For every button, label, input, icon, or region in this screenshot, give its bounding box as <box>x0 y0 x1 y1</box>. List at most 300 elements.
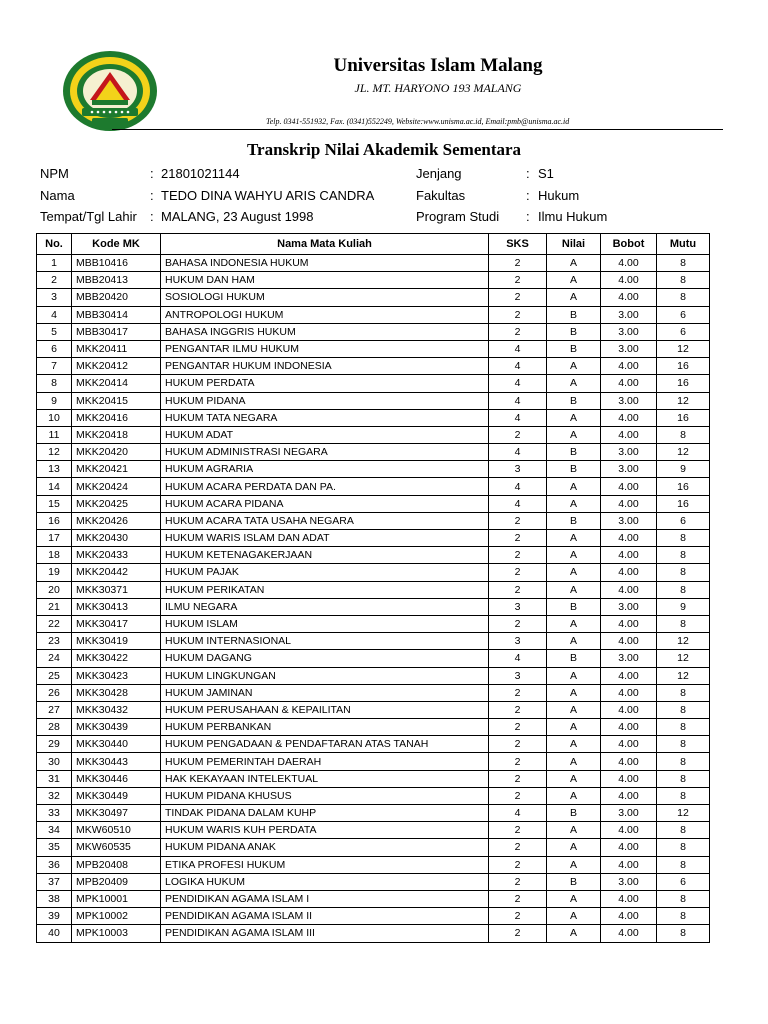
cell-nama-mata-kuliah: PENGANTAR ILMU HUKUM <box>161 340 489 357</box>
cell-kode-mk: MKK20418 <box>72 426 161 443</box>
university-name: Universitas Islam Malang <box>333 55 543 76</box>
table-row <box>37 633 710 650</box>
cell-sks: 4 <box>489 495 547 512</box>
cell-kode-mk: MBB20420 <box>72 289 161 306</box>
cell-mutu: 8 <box>657 426 710 443</box>
cell-mutu: 8 <box>657 530 710 547</box>
cell-kode-mk: MKK20424 <box>72 478 161 495</box>
document-title: Transkrip Nilai Akademik Sementara <box>246 140 522 159</box>
cell-mutu: 12 <box>657 667 710 684</box>
cell-sks: 2 <box>489 856 547 873</box>
cell-sks: 2 <box>489 770 547 787</box>
cell-bobot: 4.00 <box>601 839 657 856</box>
cell-kode-mk: MBB30417 <box>72 323 161 340</box>
cell-sks: 4 <box>489 392 547 409</box>
cell-kode-mk: MKK30417 <box>72 615 161 632</box>
name-label: Nama <box>40 188 75 203</box>
cell-no: 21 <box>37 598 72 615</box>
cell-sks: 3 <box>489 598 547 615</box>
cell-kode-mk: MPB20409 <box>72 873 161 890</box>
cell-bobot: 4.00 <box>601 289 657 306</box>
cell-bobot: 4.00 <box>601 925 657 942</box>
cell-nama-mata-kuliah: HUKUM ISLAM <box>161 615 489 632</box>
table-row <box>37 323 710 340</box>
cell-nama-mata-kuliah: LOGIKA HUKUM <box>161 873 489 890</box>
table-row <box>37 701 710 718</box>
cell-sks: 4 <box>489 478 547 495</box>
cell-sks: 2 <box>489 925 547 942</box>
cell-sks: 2 <box>489 908 547 925</box>
cell-bobot: 3.00 <box>601 598 657 615</box>
cell-nilai: A <box>547 530 601 547</box>
table-row <box>37 839 710 856</box>
cell-sks: 2 <box>489 547 547 564</box>
cell-no: 25 <box>37 667 72 684</box>
cell-sks: 2 <box>489 323 547 340</box>
cell-kode-mk: MKK20425 <box>72 495 161 512</box>
cell-nama-mata-kuliah: HUKUM LINGKUNGAN <box>161 667 489 684</box>
cell-mutu: 8 <box>657 787 710 804</box>
cell-no: 14 <box>37 478 72 495</box>
table-row <box>37 461 710 478</box>
npm-value: 21801021144 <box>161 166 240 181</box>
cell-sks: 2 <box>489 736 547 753</box>
cell-sks: 4 <box>489 375 547 392</box>
table-row <box>37 375 710 392</box>
cell-mutu: 8 <box>657 770 710 787</box>
cell-sks: 2 <box>489 272 547 289</box>
cell-kode-mk: MKW60510 <box>72 822 161 839</box>
header-nilai: Nilai <box>547 234 601 255</box>
cell-nama-mata-kuliah: HUKUM PERDATA <box>161 375 489 392</box>
cell-no: 38 <box>37 890 72 907</box>
name-colon: : <box>150 188 154 203</box>
table-row <box>37 805 710 822</box>
cell-nilai: B <box>547 805 601 822</box>
cell-nilai: A <box>547 426 601 443</box>
table-row <box>37 719 710 736</box>
cell-mutu: 8 <box>657 839 710 856</box>
table-row <box>37 547 710 564</box>
cell-sks: 2 <box>489 787 547 804</box>
cell-nama-mata-kuliah: HUKUM JAMINAN <box>161 684 489 701</box>
cell-bobot: 4.00 <box>601 375 657 392</box>
cell-sks: 4 <box>489 340 547 357</box>
cell-mutu: 16 <box>657 375 710 392</box>
cell-kode-mk: MKK20414 <box>72 375 161 392</box>
cell-mutu: 16 <box>657 478 710 495</box>
cell-nama-mata-kuliah: HUKUM PERIKATAN <box>161 581 489 598</box>
cell-nilai: A <box>547 564 601 581</box>
cell-no: 13 <box>37 461 72 478</box>
birth-value: MALANG, 23 August 1998 <box>161 209 314 224</box>
header-kode-mk: Kode MK <box>72 234 161 255</box>
cell-nama-mata-kuliah: BAHASA INDONESIA HUKUM <box>161 255 489 272</box>
cell-mutu: 12 <box>657 633 710 650</box>
cell-kode-mk: MKW60535 <box>72 839 161 856</box>
level-colon: : <box>526 166 530 181</box>
cell-mutu: 12 <box>657 340 710 357</box>
cell-mutu: 8 <box>657 684 710 701</box>
cell-nilai: B <box>547 512 601 529</box>
cell-sks: 2 <box>489 873 547 890</box>
cell-mutu: 8 <box>657 753 710 770</box>
cell-kode-mk: MPK10003 <box>72 925 161 942</box>
cell-bobot: 4.00 <box>601 478 657 495</box>
cell-bobot: 3.00 <box>601 805 657 822</box>
table-row <box>37 822 710 839</box>
cell-nama-mata-kuliah: HUKUM PIDANA KHUSUS <box>161 787 489 804</box>
cell-bobot: 4.00 <box>601 770 657 787</box>
cell-mutu: 8 <box>657 272 710 289</box>
cell-nama-mata-kuliah: PENDIDIKAN AGAMA ISLAM I <box>161 890 489 907</box>
cell-sks: 4 <box>489 409 547 426</box>
cell-bobot: 4.00 <box>601 255 657 272</box>
cell-nilai: A <box>547 736 601 753</box>
table-row <box>37 736 710 753</box>
cell-kode-mk: MKK20412 <box>72 358 161 375</box>
cell-nilai: A <box>547 856 601 873</box>
cell-nilai: A <box>547 547 601 564</box>
cell-nilai: B <box>547 323 601 340</box>
cell-nama-mata-kuliah: HUKUM ADMINISTRASI NEGARA <box>161 444 489 461</box>
cell-nilai: A <box>547 667 601 684</box>
cell-nama-mata-kuliah: ETIKA PROFESI HUKUM <box>161 856 489 873</box>
cell-kode-mk: MKK30443 <box>72 753 161 770</box>
table-row <box>37 856 710 873</box>
cell-kode-mk: MPK10001 <box>72 890 161 907</box>
cell-nilai: A <box>547 719 601 736</box>
header-sks: SKS <box>489 234 547 255</box>
cell-sks: 2 <box>489 581 547 598</box>
cell-no: 16 <box>37 512 72 529</box>
table-row <box>37 581 710 598</box>
level-value: S1 <box>538 166 554 181</box>
cell-bobot: 4.00 <box>601 409 657 426</box>
program-label: Program Studi <box>416 209 500 224</box>
cell-bobot: 4.00 <box>601 856 657 873</box>
program-colon: : <box>526 209 530 224</box>
cell-bobot: 4.00 <box>601 753 657 770</box>
cell-nilai: A <box>547 925 601 942</box>
table-row <box>37 873 710 890</box>
npm-colon: : <box>150 166 154 181</box>
cell-kode-mk: MBB30414 <box>72 306 161 323</box>
cell-no: 11 <box>37 426 72 443</box>
header-nama-mata-kuliah: Nama Mata Kuliah <box>161 234 489 255</box>
cell-nilai: A <box>547 358 601 375</box>
cell-bobot: 3.00 <box>601 323 657 340</box>
cell-bobot: 3.00 <box>601 512 657 529</box>
cell-mutu: 8 <box>657 581 710 598</box>
cell-mutu: 8 <box>657 736 710 753</box>
cell-no: 27 <box>37 701 72 718</box>
cell-nilai: A <box>547 409 601 426</box>
cell-sks: 3 <box>489 461 547 478</box>
cell-mutu: 6 <box>657 873 710 890</box>
cell-kode-mk: MKK20420 <box>72 444 161 461</box>
cell-sks: 2 <box>489 890 547 907</box>
table-row <box>37 890 710 907</box>
cell-nama-mata-kuliah: HUKUM ADAT <box>161 426 489 443</box>
cell-bobot: 4.00 <box>601 581 657 598</box>
cell-nilai: A <box>547 581 601 598</box>
cell-kode-mk: MBB20413 <box>72 272 161 289</box>
cell-kode-mk: MKK30371 <box>72 581 161 598</box>
table-row <box>37 615 710 632</box>
cell-nama-mata-kuliah: PENDIDIKAN AGAMA ISLAM II <box>161 908 489 925</box>
cell-nama-mata-kuliah: HUKUM TATA NEGARA <box>161 409 489 426</box>
cell-nilai: B <box>547 306 601 323</box>
cell-bobot: 4.00 <box>601 667 657 684</box>
table-header-row <box>37 234 710 255</box>
cell-nama-mata-kuliah: HUKUM WARIS KUH PERDATA <box>161 822 489 839</box>
table-row <box>37 444 710 461</box>
cell-sks: 2 <box>489 426 547 443</box>
cell-no: 8 <box>37 375 72 392</box>
faculty-value: Hukum <box>538 188 580 203</box>
cell-no: 19 <box>37 564 72 581</box>
cell-mutu: 8 <box>657 908 710 925</box>
cell-bobot: 4.00 <box>601 615 657 632</box>
cell-kode-mk: MKK30440 <box>72 736 161 753</box>
cell-nama-mata-kuliah: TINDAK PIDANA DALAM KUHP <box>161 805 489 822</box>
table-row <box>37 753 710 770</box>
cell-no: 20 <box>37 581 72 598</box>
cell-nama-mata-kuliah: HAK KEKAYAAN INTELEKTUAL <box>161 770 489 787</box>
table-row <box>37 340 710 357</box>
cell-nama-mata-kuliah: HUKUM PERUSAHAAN & KEPAILITAN <box>161 701 489 718</box>
cell-nilai: A <box>547 701 601 718</box>
cell-nilai: B <box>547 598 601 615</box>
cell-mutu: 8 <box>657 822 710 839</box>
cell-kode-mk: MKK30428 <box>72 684 161 701</box>
cell-kode-mk: MKK30423 <box>72 667 161 684</box>
table-row <box>37 272 710 289</box>
cell-bobot: 4.00 <box>601 426 657 443</box>
cell-nilai: A <box>547 255 601 272</box>
cell-sks: 4 <box>489 358 547 375</box>
cell-nama-mata-kuliah: HUKUM PIDANA ANAK <box>161 839 489 856</box>
cell-sks: 2 <box>489 684 547 701</box>
cell-mutu: 8 <box>657 289 710 306</box>
table-row <box>37 650 710 667</box>
cell-bobot: 3.00 <box>601 340 657 357</box>
cell-sks: 2 <box>489 530 547 547</box>
cell-bobot: 4.00 <box>601 547 657 564</box>
cell-nilai: B <box>547 650 601 667</box>
cell-nama-mata-kuliah: HUKUM WARIS ISLAM DAN ADAT <box>161 530 489 547</box>
table-row <box>37 667 710 684</box>
cell-bobot: 3.00 <box>601 444 657 461</box>
cell-bobot: 4.00 <box>601 890 657 907</box>
cell-mutu: 16 <box>657 495 710 512</box>
cell-bobot: 3.00 <box>601 392 657 409</box>
cell-no: 18 <box>37 547 72 564</box>
cell-kode-mk: MKK30449 <box>72 787 161 804</box>
cell-bobot: 4.00 <box>601 684 657 701</box>
cell-mutu: 16 <box>657 358 710 375</box>
table-row <box>37 358 710 375</box>
cell-bobot: 4.00 <box>601 272 657 289</box>
cell-nilai: A <box>547 633 601 650</box>
table-row <box>37 495 710 512</box>
cell-sks: 3 <box>489 667 547 684</box>
cell-sks: 2 <box>489 719 547 736</box>
table-row <box>37 255 710 272</box>
cell-no: 3 <box>37 289 72 306</box>
cell-mutu: 6 <box>657 512 710 529</box>
cell-no: 28 <box>37 719 72 736</box>
cell-mutu: 8 <box>657 890 710 907</box>
cell-nilai: A <box>547 478 601 495</box>
cell-no: 24 <box>37 650 72 667</box>
cell-sks: 2 <box>489 289 547 306</box>
cell-no: 31 <box>37 770 72 787</box>
cell-nama-mata-kuliah: HUKUM PAJAK <box>161 564 489 581</box>
cell-nama-mata-kuliah: BAHASA INGGRIS HUKUM <box>161 323 489 340</box>
cell-sks: 2 <box>489 615 547 632</box>
cell-sks: 2 <box>489 255 547 272</box>
cell-sks: 2 <box>489 753 547 770</box>
cell-no: 37 <box>37 873 72 890</box>
cell-nilai: A <box>547 753 601 770</box>
cell-no: 35 <box>37 839 72 856</box>
cell-bobot: 4.00 <box>601 495 657 512</box>
cell-nama-mata-kuliah: PENDIDIKAN AGAMA ISLAM III <box>161 925 489 942</box>
cell-mutu: 9 <box>657 461 710 478</box>
cell-no: 36 <box>37 856 72 873</box>
cell-sks: 2 <box>489 564 547 581</box>
cell-no: 6 <box>37 340 72 357</box>
cell-nilai: A <box>547 684 601 701</box>
cell-no: 17 <box>37 530 72 547</box>
cell-nilai: A <box>547 272 601 289</box>
cell-nama-mata-kuliah: HUKUM INTERNASIONAL <box>161 633 489 650</box>
cell-nilai: A <box>547 615 601 632</box>
grades-table <box>36 233 710 943</box>
table-row <box>37 564 710 581</box>
cell-kode-mk: MKK20411 <box>72 340 161 357</box>
cell-kode-mk: MKK20442 <box>72 564 161 581</box>
cell-nama-mata-kuliah: HUKUM ACARA PERDATA DAN PA. <box>161 478 489 495</box>
cell-mutu: 12 <box>657 805 710 822</box>
table-row <box>37 925 710 942</box>
cell-bobot: 4.00 <box>601 633 657 650</box>
level-label: Jenjang <box>416 166 462 181</box>
cell-sks: 4 <box>489 650 547 667</box>
cell-bobot: 4.00 <box>601 701 657 718</box>
cell-no: 34 <box>37 822 72 839</box>
cell-bobot: 4.00 <box>601 530 657 547</box>
cell-no: 2 <box>37 272 72 289</box>
cell-no: 33 <box>37 805 72 822</box>
cell-kode-mk: MKK20415 <box>72 392 161 409</box>
cell-sks: 4 <box>489 805 547 822</box>
cell-kode-mk: MPK10002 <box>72 908 161 925</box>
cell-no: 22 <box>37 615 72 632</box>
cell-nilai: A <box>547 289 601 306</box>
cell-sks: 2 <box>489 839 547 856</box>
table-row <box>37 908 710 925</box>
cell-mutu: 8 <box>657 615 710 632</box>
cell-nama-mata-kuliah: ILMU NEGARA <box>161 598 489 615</box>
cell-mutu: 9 <box>657 598 710 615</box>
table-row <box>37 684 710 701</box>
table-row <box>37 392 710 409</box>
cell-kode-mk: MKK30419 <box>72 633 161 650</box>
cell-nilai: A <box>547 822 601 839</box>
cell-kode-mk: MBB10416 <box>72 255 161 272</box>
cell-sks: 4 <box>489 444 547 461</box>
cell-kode-mk: MKK20421 <box>72 461 161 478</box>
cell-no: 4 <box>37 306 72 323</box>
table-row <box>37 787 710 804</box>
header-no: No. <box>37 234 72 255</box>
cell-mutu: 8 <box>657 925 710 942</box>
cell-no: 23 <box>37 633 72 650</box>
cell-nilai: A <box>547 890 601 907</box>
cell-mutu: 8 <box>657 701 710 718</box>
cell-nama-mata-kuliah: HUKUM PENGADAAN & PENDAFTARAN ATAS TANAH <box>161 736 489 753</box>
cell-nilai: A <box>547 495 601 512</box>
header-bobot: Bobot <box>601 234 657 255</box>
cell-kode-mk: MKK30432 <box>72 701 161 718</box>
cell-no: 32 <box>37 787 72 804</box>
cell-bobot: 4.00 <box>601 719 657 736</box>
table-row <box>37 289 710 306</box>
cell-kode-mk: MPB20408 <box>72 856 161 873</box>
cell-nama-mata-kuliah: HUKUM KETENAGAKERJAAN <box>161 547 489 564</box>
cell-mutu: 8 <box>657 564 710 581</box>
cell-mutu: 6 <box>657 323 710 340</box>
cell-kode-mk: MKK20433 <box>72 547 161 564</box>
cell-nilai: A <box>547 908 601 925</box>
cell-kode-mk: MKK20426 <box>72 512 161 529</box>
cell-mutu: 16 <box>657 409 710 426</box>
header-mutu: Mutu <box>657 234 710 255</box>
header-divider <box>112 129 723 130</box>
cell-nilai: B <box>547 873 601 890</box>
table-row <box>37 770 710 787</box>
cell-nilai: A <box>547 787 601 804</box>
cell-nama-mata-kuliah: HUKUM PERBANKAN <box>161 719 489 736</box>
table-row <box>37 530 710 547</box>
cell-nama-mata-kuliah: HUKUM PIDANA <box>161 392 489 409</box>
cell-kode-mk: MKK20430 <box>72 530 161 547</box>
cell-no: 15 <box>37 495 72 512</box>
table-row <box>37 512 710 529</box>
cell-sks: 3 <box>489 633 547 650</box>
cell-bobot: 4.00 <box>601 787 657 804</box>
cell-mutu: 12 <box>657 392 710 409</box>
cell-mutu: 8 <box>657 719 710 736</box>
birth-colon: : <box>150 209 154 224</box>
cell-sks: 2 <box>489 512 547 529</box>
cell-nama-mata-kuliah: PENGANTAR HUKUM INDONESIA <box>161 358 489 375</box>
cell-kode-mk: MKK30446 <box>72 770 161 787</box>
table-row <box>37 598 710 615</box>
cell-no: 5 <box>37 323 72 340</box>
cell-mutu: 8 <box>657 255 710 272</box>
cell-bobot: 3.00 <box>601 650 657 667</box>
table-row <box>37 426 710 443</box>
cell-nama-mata-kuliah: HUKUM PEMERINTAH DAERAH <box>161 753 489 770</box>
cell-no: 9 <box>37 392 72 409</box>
cell-nama-mata-kuliah: HUKUM DAGANG <box>161 650 489 667</box>
cell-nilai: A <box>547 770 601 787</box>
cell-mutu: 6 <box>657 306 710 323</box>
